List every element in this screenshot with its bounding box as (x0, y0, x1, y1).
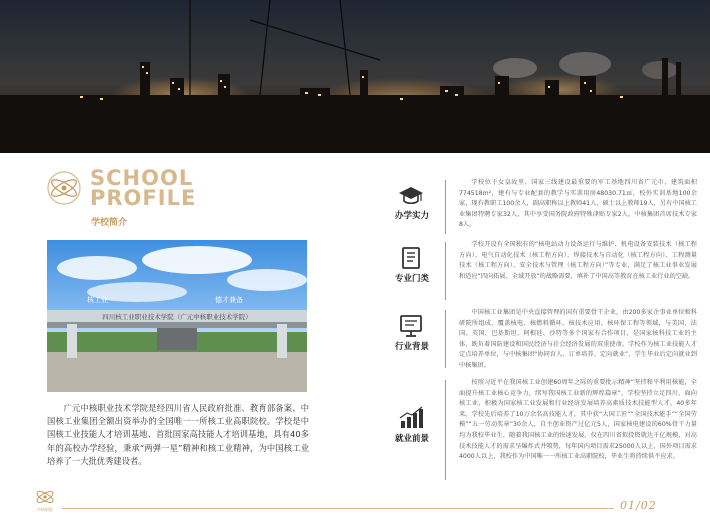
block-divider (445, 242, 446, 300)
page-subtitle: 学校简介 (91, 218, 128, 228)
footer-divider (62, 508, 614, 509)
intro-paragraph: 广元中核职业技术学院是经四川省人民政府批准、教育部备案、中国核工业集团全额出资举办的全国唯一一所核工业高职院校。学校是中国核工业技能人才培训基地、首批国家高技能人才培训基地，具有40多年的高校办学经验，秉承“两弹一星”精神和核工业精神，为中国核工业培养了一大批优秀建设者。 (47, 403, 309, 466)
bar-chart-icon (398, 406, 424, 430)
gate-left-sign: 核工业 (87, 296, 108, 304)
page-number: 01/02 (620, 499, 657, 512)
title-line-1: SCHOOL (90, 166, 194, 190)
monitor-icon (398, 314, 424, 338)
block-industry-text: 中国核工业集团是中央直接管理的国有重要骨干企业，由200多家企事业单位和科研院所组成，覆盖核电、核燃料循环、核技术应用、核环保工程等领域，与美国、法国、英国、巴基斯坦、阿根廷、沙特等多个国家有合作项目，是国家核科技工业的主体，既负着国防建设和国民经济与社会经济发展的双重使命。学校作为核工业技能人才定点培养单位，与中核集团“协同育人、订单培养、定向就业”，学生毕业后定向就业到中核集团。 (459, 309, 697, 369)
block-prospects-label: 就业前景 (394, 434, 429, 444)
footer-atom-logo-icon (34, 486, 56, 508)
block-prospects-text: 按照习近平在我国核工业创建60周年之际的重要批示精神“坚持和平利用核能，全面提升核工业核心竞争力，续写我国核工业新的辉煌篇章”，学校坚持立足四川，面向核工业，积极为国家核工业发展和行业经济发展培养高素质技术技能型人才，40多年来，学校先后培养了10万余名高技能人才，其中获“大国工匠”“全国技术能手”“全国劳模”“五一劳动奖章”30余人，自主创业资产过亿元5人，国家核电建设的60%骨干力量均为我校毕业生，随着我国核工业的快速发展，仅在四川省拟投资就达千亿规模，对高技术技能人才的需求呈爆炸式井喷势，每年国内项目需求25000人以上，国外项目需求4000人以上，我校作为中国唯一一所核工业高职院校，毕业生将持续供不应求。 (459, 379, 697, 461)
block-strength (388, 178, 697, 240)
block-majors-label: 专业门类 (394, 274, 429, 284)
campus-gate-illustration (47, 240, 307, 392)
night-industrial-skyline (0, 0, 710, 153)
gate-right-sign: 德才兼备 (215, 296, 243, 304)
block-strength-text: 学校位于女皇故里、国家三线建设最重要的军工基地四川省广元市，建筑面积774518m²，建有与专业配套的教学与实训用房48030.71㎡，校外实训基地100余家，现有教职工100余人，副高职称以上教师41人，硕士以上教师19人，另有中国核工业集团特聘专家32人，其中享受国务院政府特殊津贴专家2人，中核集团首席技术专家8人。 (459, 179, 697, 229)
campus-gate-photo (47, 240, 307, 392)
block-divider (445, 180, 446, 234)
block-divider (445, 380, 446, 480)
footer-logo-text: 中核职院 (37, 507, 53, 512)
hero-photo (0, 0, 710, 153)
page-title (90, 168, 196, 208)
block-divider (445, 310, 446, 368)
graduation-cap-icon (398, 184, 424, 208)
atom-emblem-icon (46, 170, 82, 206)
block-industry (388, 308, 697, 374)
block-majors-text: 学校开设有全国独有的“核电站动力设备运行与维护、机电设备安装技术（核工程方向）、电气自动化技术（核工程方向）、焊接技术与自动化（核工程方向）、工程测量技术（核工程方向）、安全技术与管理（核工程方向）”等专业，满足了核工业事业发展和适应“四向拓展、全域开放”的战略需要，填补了中国高等教育在核工业行业的空缺。 (459, 241, 697, 280)
block-prospects (388, 378, 697, 484)
block-industry-label: 行业背景 (394, 342, 429, 352)
block-strength-label: 办学实力 (394, 211, 429, 221)
title-line-2: PROFILE (90, 186, 197, 210)
block-majors (388, 240, 697, 306)
gate-name-sign: 四川核工业职业技术学院（广元中核职业技术学院） (102, 313, 252, 321)
book-icon (398, 246, 424, 270)
